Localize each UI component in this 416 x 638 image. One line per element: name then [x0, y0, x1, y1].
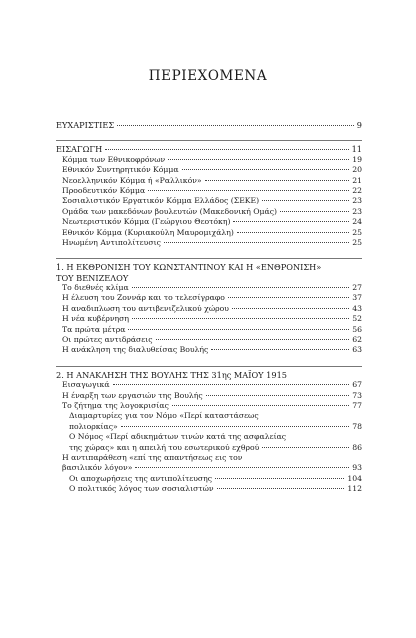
toc-entry-page: 25 — [352, 237, 362, 247]
dot-leader — [217, 488, 345, 489]
toc-entry[interactable] — [56, 314, 362, 324]
toc-entry[interactable] — [56, 207, 362, 217]
toc-entry-page: 11 — [351, 144, 362, 155]
toc-entry-label: βασιλικόν λόγον» — [62, 463, 133, 473]
toc-entry-label: ΤΟΥ ΒΕΝΙΖΕΛΟΥ — [56, 272, 129, 283]
toc-entry[interactable] — [56, 484, 362, 494]
toc-entry-label: Εθνικόν Κόμμα (Κυριακούλη Μαυρομιχάλη) — [62, 227, 234, 237]
toc-entry-page: 56 — [352, 324, 362, 334]
dot-leader — [205, 180, 350, 181]
toc-entry-page: 73 — [352, 390, 362, 400]
toc-entry-label: Ηνωμένη Αντιπολίτευσις — [62, 237, 161, 247]
toc-entry-page: 37 — [352, 293, 362, 303]
dot-leader — [121, 426, 349, 427]
toc-entry[interactable] — [56, 155, 362, 165]
toc-entry[interactable] — [56, 443, 362, 453]
toc-entry[interactable] — [56, 304, 362, 314]
toc-entry-label: 1. Η ΕΚΘΡΟΝΙΣΗ ΤΟΥ ΚΩΝΣΤΑΝΤΙΝΟΥ ΚΑΙ Η «ΕΝΘΡΟΝΙΣΗ» — [56, 262, 322, 273]
dot-leader — [280, 211, 349, 212]
toc-entry[interactable] — [56, 335, 362, 345]
dot-leader — [148, 190, 349, 191]
toc-entry-label: ΕΥΧΑΡΙΣΤΙΕΣ — [56, 120, 115, 130]
toc-entry-label: Τα πρώτα μέτρα — [62, 324, 126, 334]
toc-entry-label: Νεωτεριστικόν Κόμμα (Γεώργιου Θεοτόκη) — [62, 217, 231, 227]
dot-leader — [262, 200, 349, 201]
toc-entry[interactable] — [56, 176, 362, 186]
dot-leader — [233, 221, 349, 222]
toc-entry[interactable] — [56, 238, 362, 248]
section-divider — [56, 366, 362, 367]
toc-entry-label: Προοδευτικόν Κόμμα — [62, 185, 146, 195]
toc-entry-page: 22 — [352, 185, 362, 195]
toc-entry-page: 63 — [352, 345, 362, 355]
toc-entry-label: Το ζήτημα της λογοκρισίας — [62, 400, 169, 410]
toc-entry-acknowledgements[interactable] — [56, 120, 362, 130]
dot-leader — [105, 149, 348, 150]
toc-entry-page: 93 — [352, 463, 362, 473]
toc-entry[interactable] — [56, 391, 362, 401]
toc-entry-label: Η αναδιπλωση του αντιβενιζελικού χώρου — [62, 303, 229, 313]
toc-entry-label: Οι πρώτες αντιδράσεις — [62, 335, 153, 345]
toc-entry[interactable] — [56, 474, 362, 484]
dot-leader — [128, 329, 349, 330]
toc-entry-label: Ο Νόμος «Περί αδικημάτων τινών κατά της ασφαλείας — [69, 432, 287, 442]
toc-entry-label: της χώρας» και η απειλή του εσωτερικού εχθρού — [69, 442, 260, 452]
toc-entry[interactable] — [56, 217, 362, 227]
toc-entry-page: 86 — [352, 442, 362, 452]
toc-entry-label: Η αντιπαράθεση «επί της απαντήσεως εις τον — [62, 452, 243, 462]
toc-entry[interactable] — [56, 165, 362, 175]
toc-entry[interactable] — [56, 196, 362, 206]
dot-leader — [228, 297, 349, 298]
dot-leader — [215, 478, 344, 479]
toc-entry[interactable] — [56, 345, 362, 355]
toc-entry[interactable] — [56, 325, 362, 335]
toc-entry-page: 77 — [352, 400, 362, 410]
toc-entry[interactable] — [56, 186, 362, 196]
dot-leader — [156, 339, 350, 340]
dot-leader — [262, 447, 349, 448]
toc-entry-label: 2. Η ΑΝΑΚΛΗΣΗ ΤΗΣ ΒΟΥΛΗΣ ΤΗΣ 31ης ΜΑΪΟΥ 1915 — [56, 369, 288, 380]
dot-leader — [117, 125, 354, 126]
toc-entry-page: 19 — [352, 154, 362, 164]
toc-entry[interactable] — [56, 422, 362, 432]
dot-leader — [232, 308, 349, 309]
dot-leader — [237, 232, 349, 233]
table-of-contents — [56, 120, 362, 495]
toc-entry-introduction[interactable] — [56, 144, 362, 154]
toc-entry-label: Το διεθνές κλίμα — [62, 283, 129, 293]
toc-chapter-1-heading[interactable] — [56, 262, 362, 272]
toc-entry-page: 23 — [352, 196, 362, 206]
toc-entry-page: 52 — [352, 314, 362, 324]
toc-entry-page: 21 — [352, 175, 362, 185]
toc-entry[interactable] — [56, 228, 362, 238]
toc-entry-label: Νεοελληνικόν Κόμμα ή «Ραλλικόν» — [62, 175, 202, 185]
toc-entry-page: 24 — [352, 217, 362, 227]
toc-entry-label: πολιορκίας» — [69, 421, 118, 431]
dot-leader — [182, 169, 350, 170]
toc-entry[interactable] — [56, 401, 362, 411]
toc-entry[interactable] — [56, 283, 362, 293]
toc-entry[interactable] — [56, 463, 362, 473]
toc-entry-page: 43 — [352, 303, 362, 313]
toc-entry-page: 67 — [352, 380, 362, 390]
dot-leader — [132, 318, 349, 319]
dot-leader — [168, 159, 349, 160]
dot-leader — [135, 467, 349, 468]
toc-entry-page: 9 — [356, 120, 362, 130]
toc-entry-page: 25 — [352, 227, 362, 237]
toc-chapter-2-heading[interactable] — [56, 370, 362, 380]
toc-entry-label: Διαμαρτυρίες για τον Νόμο «Περί καταστάσεως — [69, 411, 259, 421]
toc-entry-page: 104 — [347, 473, 362, 483]
dot-leader — [211, 349, 349, 350]
toc-entry-label: Εθνικόν Συντηρητικόν Κόμμα — [62, 165, 179, 175]
toc-entry-label: Η ανάκληση της διαλυθείσας Βουλής — [62, 345, 209, 355]
toc-entry[interactable] — [56, 380, 362, 390]
toc-chapter-1-heading-cont[interactable] — [56, 273, 362, 283]
toc-entry-label: Ομάδα των μακεδόνων βουλευτών (Μακεδονική Ομάς) — [62, 206, 278, 216]
toc-entry-label: Η έλευση του Ζοννάρ και το τελεσίγραφο — [62, 293, 225, 303]
toc-entry-page: 78 — [352, 421, 362, 431]
dot-leader — [206, 395, 349, 396]
toc-entry-page: 112 — [347, 484, 362, 494]
toc-entry-page: 62 — [352, 335, 362, 345]
toc-entry[interactable] — [56, 411, 362, 421]
toc-entry[interactable] — [56, 293, 362, 303]
dot-leader — [113, 384, 350, 385]
toc-entry-label: ΕΙΣΑΓΩΓΗ — [56, 144, 103, 155]
toc-entry-label: Ο πολιτικός λόγος των σοσιαλιστών — [69, 484, 214, 494]
toc-entry-label: Η νέα κυβέρνηση — [62, 314, 129, 324]
section-divider — [56, 258, 362, 259]
dot-leader — [172, 405, 349, 406]
toc-entry[interactable] — [56, 432, 362, 442]
toc-entry-label: Οι αποχωρήσεις της αντιπολίτευσης — [69, 473, 213, 483]
page-title: ΠΕΡΙΕΧΟΜΕΝΑ — [148, 68, 268, 84]
toc-entry-label: Η έναρξη των εργασιών της Βουλής — [62, 390, 203, 400]
toc-entry[interactable] — [56, 453, 362, 463]
dot-leader — [164, 242, 349, 243]
section-divider — [56, 140, 362, 141]
dot-leader — [132, 287, 349, 288]
toc-entry-page: 27 — [352, 283, 362, 293]
toc-entry-label: Εισαγωγικά — [62, 380, 110, 390]
toc-entry-page: 20 — [352, 165, 362, 175]
toc-entry-page: 23 — [352, 206, 362, 216]
toc-entry-label: Σοσιαλιστικόν Εργατικόν Κόμμα Ελλάδος (ΣΕΚΕ) — [62, 196, 260, 206]
toc-entry-label: Κόμμα των Εθνικοφρόνων — [62, 154, 166, 164]
